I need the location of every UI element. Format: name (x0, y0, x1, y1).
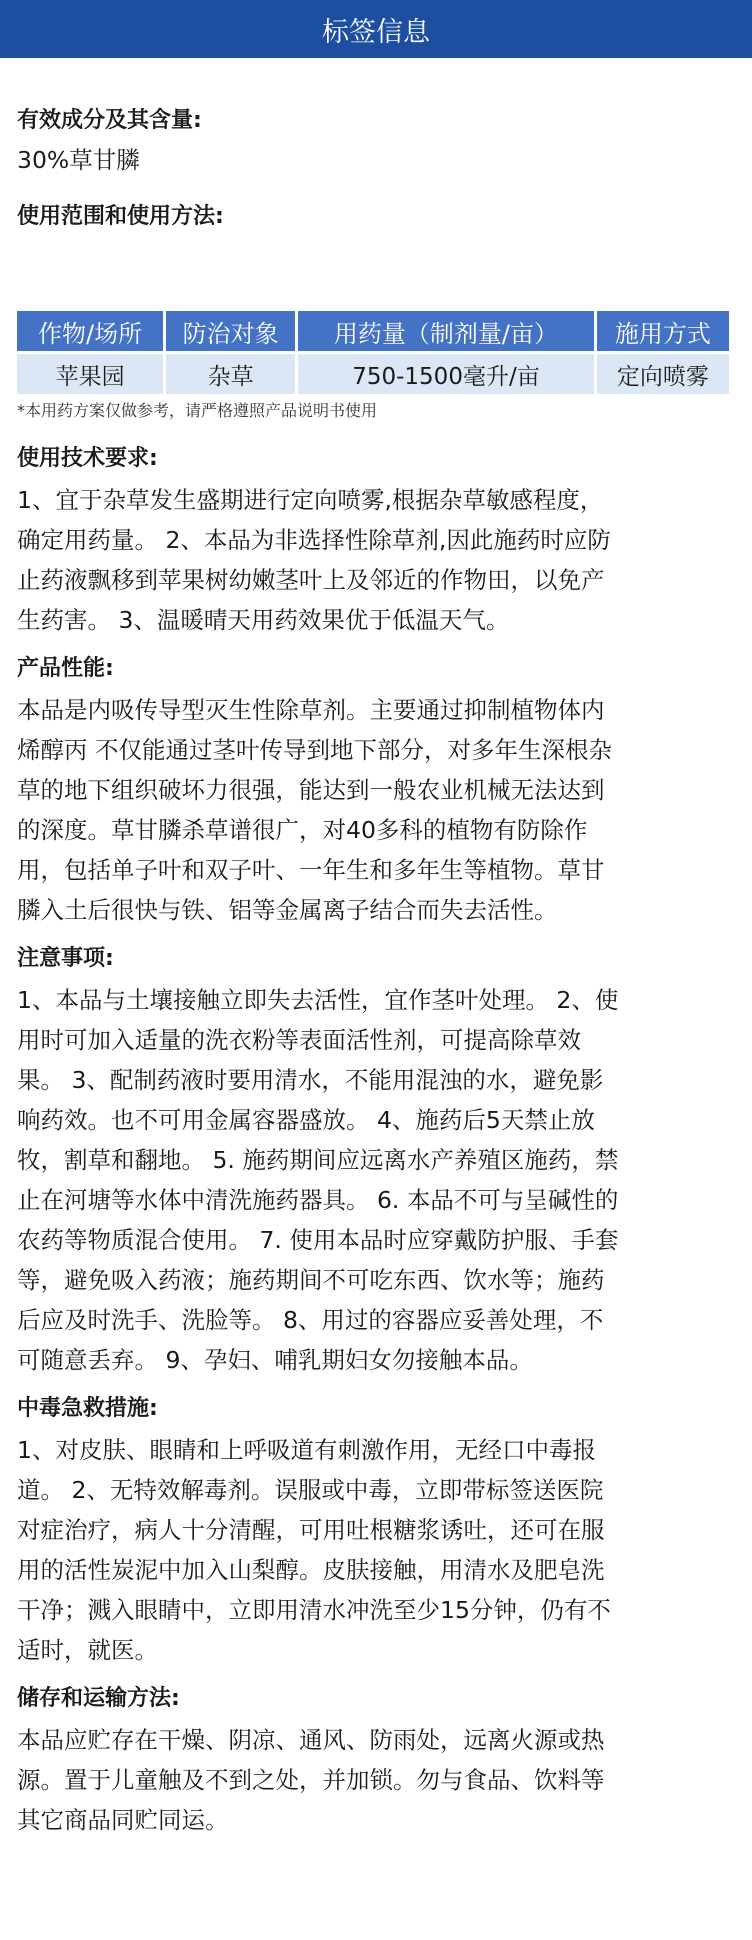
ingredient-title: 有效成分及其含量: (17, 108, 202, 133)
usage-note: *本用药方案仅做参考，请严格遵照产品说明书使用 (17, 401, 378, 420)
cell-target: 杂草 (166, 351, 295, 394)
first-aid-title: 中毒急救措施: (17, 1396, 158, 1421)
text-line: 等，避免吸入药液；施药期间不可吃东西、饮水等；施药 (17, 1266, 605, 1294)
usage-title: 使用范围和使用方法: (17, 204, 224, 229)
text-line: 道。 2、无特效解毒剂。误服或中毒，立即带标签送医院 (17, 1476, 604, 1504)
technical-body (17, 480, 735, 640)
text-line: 用，包括单子叶和双子叶、一年生和多年生等植物。草甘 (17, 856, 605, 884)
text-line: 1、对皮肤、眼睛和上呼吸道有刺激作用，无经口中毒报 (17, 1436, 596, 1464)
text-line: 1、宜于杂草发生盛期进行定向喷雾,根据杂草敏感程度， (17, 486, 604, 514)
label-content (0, 106, 752, 1840)
text-line: 对症治疗，病人十分清醒，可用吐根糖浆诱吐，还可在服 (17, 1516, 605, 1544)
text-line: 源。置于儿童触及不到之处，并加锁。勿与食品、饮料等 (17, 1766, 605, 1794)
text-line: 用时可加入适量的洗衣粉等表面活性剂，可提高除草效 (17, 1026, 581, 1054)
text-line: 本品应贮存在干燥、阴凉、通风、防雨处，远离火源或热 (17, 1726, 605, 1754)
storage-title: 储存和运输方法: (17, 1686, 180, 1711)
ingredient-value: 30%草甘膦 (17, 146, 140, 174)
text-line: 止在河塘等水体中清洗施药器具。 6. 本品不可与呈碱性的 (17, 1186, 619, 1214)
text-line: 可随意丢弃。 9、孕妇、哺乳期妇女勿接触本品。 (17, 1346, 533, 1374)
text-line: 适时，就医。 (17, 1636, 158, 1664)
text-line: 本品是内吸传导型灭生性除草剂。主要通过抑制植物体内 (17, 696, 605, 724)
precautions-title: 注意事项: (17, 946, 114, 971)
performance-body (17, 690, 735, 930)
text-line: 1、本品与土壤接触立即失去活性，宜作茎叶处理。 2、使 (17, 986, 619, 1014)
cell-crop: 苹果园 (17, 351, 163, 394)
usage-table (14, 311, 732, 394)
header-bar (0, 0, 752, 58)
precautions-body (17, 980, 735, 1380)
text-line: 烯醇丙 不仅能通过茎叶传导到地下部分，对多年生深根杂 (17, 736, 612, 764)
cell-dosage: 750-1500毫升/亩 (298, 351, 593, 394)
text-line: 确定用药量。 2、本品为非选择性除草剂,因此施药时应防 (17, 526, 611, 554)
text-line: 干净；溅入眼睛中，立即用清水冲洗至少15分钟，仍有不 (17, 1596, 611, 1624)
performance-title: 产品性能: (17, 656, 114, 681)
text-line: 后应及时洗手、洗脸等。 8、用过的容器应妥善处理，不 (17, 1306, 604, 1334)
storage-body (17, 1720, 735, 1840)
text-line: 响药效。也不可用金属容器盛放。 4、施药后5天禁止放 (17, 1106, 595, 1134)
text-line: 其它商品同贮同运。 (17, 1806, 229, 1834)
text-line: 农药等物质混合使用。 7. 使用本品时应穿戴防护服、手套 (17, 1226, 619, 1254)
text-line: 的深度。草甘膦杀草谱很广，对40多科的植物有防除作 (17, 816, 588, 844)
technical-title: 使用技术要求: (17, 446, 158, 471)
text-line: 生药害。 3、温暖晴天用药效果优于低温天气。 (17, 606, 510, 634)
page-title: 标签信息 (322, 16, 430, 48)
text-line: 果。 3、配制药液时要用清水，不能用混浊的水，避免影 (17, 1066, 604, 1094)
header-crop: 作物/场所 (17, 311, 163, 351)
text-line: 止药液飘移到苹果树幼嫩茎叶上及邻近的作物田，以免产 (17, 566, 605, 594)
first-aid-body (17, 1430, 735, 1670)
header-dosage: 用药量（制剂量/亩） (298, 311, 593, 351)
text-line: 牧，割草和翻地。 5. 施药期间应远离水产养殖区施药，禁 (17, 1146, 619, 1174)
text-line: 用的活性炭泥中加入山梨醇。皮肤接触，用清水及肥皂洗 (17, 1556, 605, 1584)
text-line: 草的地下组织破坏力很强，能达到一般农业机械无法达到 (17, 776, 605, 804)
cell-method: 定向喷雾 (597, 351, 729, 394)
header-method: 施用方式 (597, 311, 729, 351)
text-line: 膦入土后很快与铁、铝等金属离子结合而失去活性。 (17, 896, 558, 924)
header-target: 防治对象 (166, 311, 295, 351)
usage-table-header-row (17, 311, 729, 351)
table-row (17, 351, 729, 394)
